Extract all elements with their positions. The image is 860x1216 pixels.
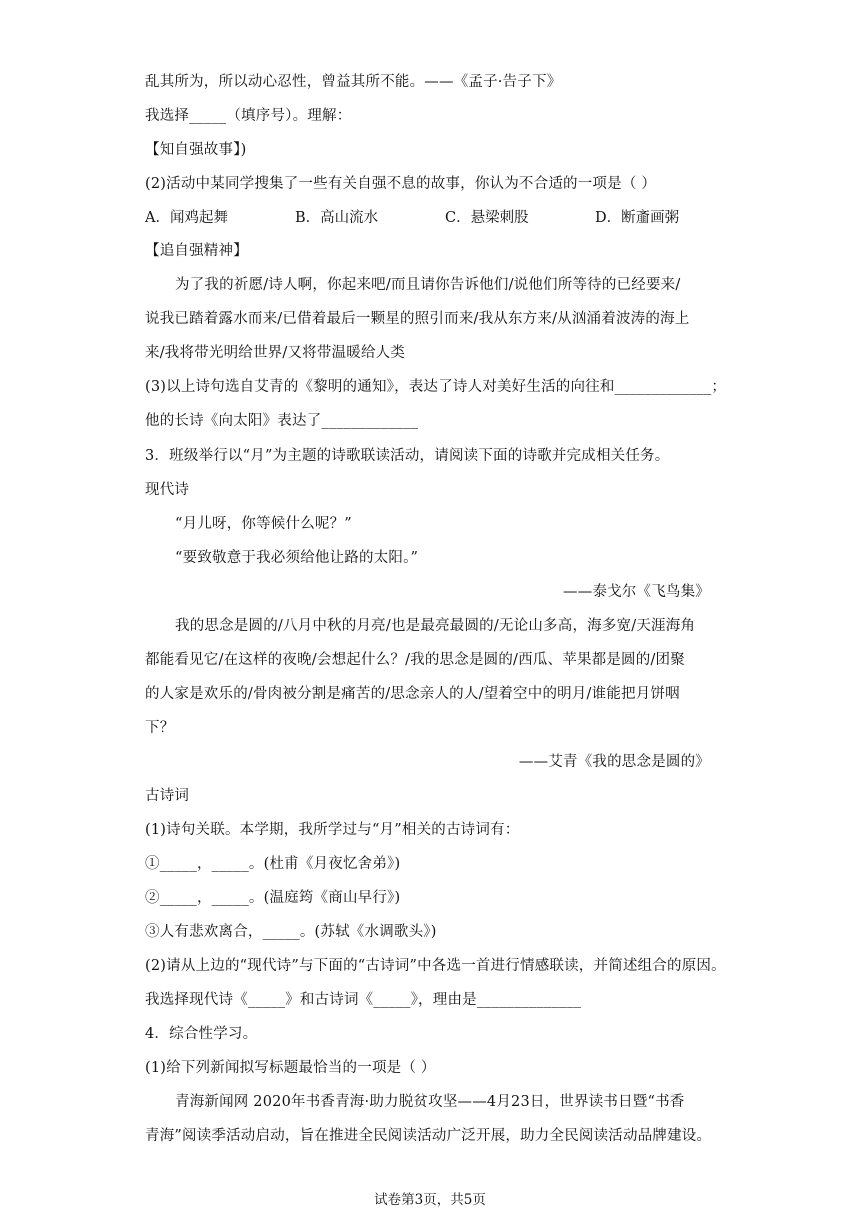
aiqing-moon-line-3: 的人家是欢乐的/骨肉被分割是痛苦的/思念亲人的人/望着空中的明月/谁能把月饼咽 — [145, 686, 680, 702]
question-3-1: (1)诗句关联。本学期，我所学过与“月”相关的古诗词有： — [145, 822, 520, 838]
option-a: A．闻鸡起舞 — [145, 210, 228, 226]
fill-blank-3: ③人有悲欢离合，_____。(苏轼《水调歌头》) — [145, 924, 437, 940]
aiqing-moon-line-4: 下？ — [145, 720, 175, 736]
aiqing-moon-line-2: 都能看见它/在这样的夜晚/会想起什么？/我的思念是圆的/西瓜、苹果都是圆的/团聚 — [145, 652, 685, 668]
modern-poem-heading: 现代诗 — [145, 482, 190, 498]
tagore-attribution: ——泰戈尔《飞鸟集》 — [563, 584, 710, 600]
question-2-2: (2)活动中某同学搜集了一些有关自强不息的故事，你认为不合适的一项是（ ） — [145, 176, 657, 192]
option-c: C．悬梁刺股 — [445, 210, 529, 226]
classical-poem-heading: 古诗词 — [145, 788, 190, 804]
section-heading-spirit: 【追自强精神】 — [145, 243, 248, 259]
question-3-stem: 3．班级举行以“月”为主题的诗歌联读活动，请阅读下面的诗歌并完成相关任务。 — [145, 448, 670, 464]
news-line-2: 青海”阅读季活动启动，旨在推进全民阅读活动广泛开展，助力全民阅读活动品牌建设。 — [145, 1128, 712, 1144]
news-line-1: 青海新闻网 2020年书香青海·助力脱贫攻坚——4月23日，世界读书日暨“书香 — [175, 1094, 685, 1110]
question-4-1: (1)给下列新闻拟写标题最恰当的一项是（ ） — [145, 1060, 436, 1076]
choice-prompt-line: 我选择_____（填序号）。理解： — [145, 108, 352, 124]
question-2-3: (3)以上诗句选自艾青的《黎明的通知》，表达了诗人对美好生活的向往和_____________； — [145, 379, 727, 395]
section-heading-story: 【知自强故事】) — [145, 142, 247, 158]
question-3-2-answer-line: 我选择现代诗《_____》和古诗词《_____》，理由是______________ — [145, 992, 582, 1008]
option-d: D．断齑画粥 — [595, 210, 680, 226]
poem-aiqing-line-1: 为了我的祈愿/诗人啊，你起来吧/而且请你告诉他们/说他们所等待的已经要来/ — [175, 277, 681, 293]
poem-aiqing-line-2: 说我已踏着露水而来/已借着最后一颗星的照引而来/我从东方来/从汹涌着波涛的海上 — [145, 311, 690, 327]
option-b: B．高山流水 — [295, 210, 379, 226]
aiqing-moon-line-1: 我的思念是圆的/八月中秋的月亮/也是最亮最圆的/无论山多高，海多宽/天涯海角 — [175, 618, 696, 634]
page-footer: 试卷第3页，共5页 — [374, 1192, 486, 1208]
quote-mencius-line: 乱其所为，所以动心忍性，曾益其所不能。——《孟子·告子下》 — [145, 74, 562, 90]
fill-blank-1: ①_____，_____。(杜甫《月夜忆舍弟》) — [145, 856, 401, 872]
tagore-line-1: “月儿呀，你等候什么呢？” — [175, 516, 352, 532]
question-4-stem: 4．综合性学习。 — [145, 1026, 258, 1042]
fill-blank-2: ②_____，_____。(温庭筠《商山早行》) — [145, 890, 401, 906]
poem-aiqing-line-3: 来/我将带光明给世界/又将带温暖给人类 — [145, 345, 406, 361]
aiqing-attribution: ——艾青《我的思念是圆的》 — [518, 754, 710, 770]
question-3-2: (2)请从上边的“现代诗”与下面的“古诗词”中各选一首进行情感联读，并简述组合的原因。 — [145, 958, 726, 974]
question-2-3-continued: 他的长诗《向太阳》表达了_____________ — [145, 413, 419, 429]
tagore-line-2: “要致敬意于我必须给他让路的太阳。” — [175, 550, 419, 566]
